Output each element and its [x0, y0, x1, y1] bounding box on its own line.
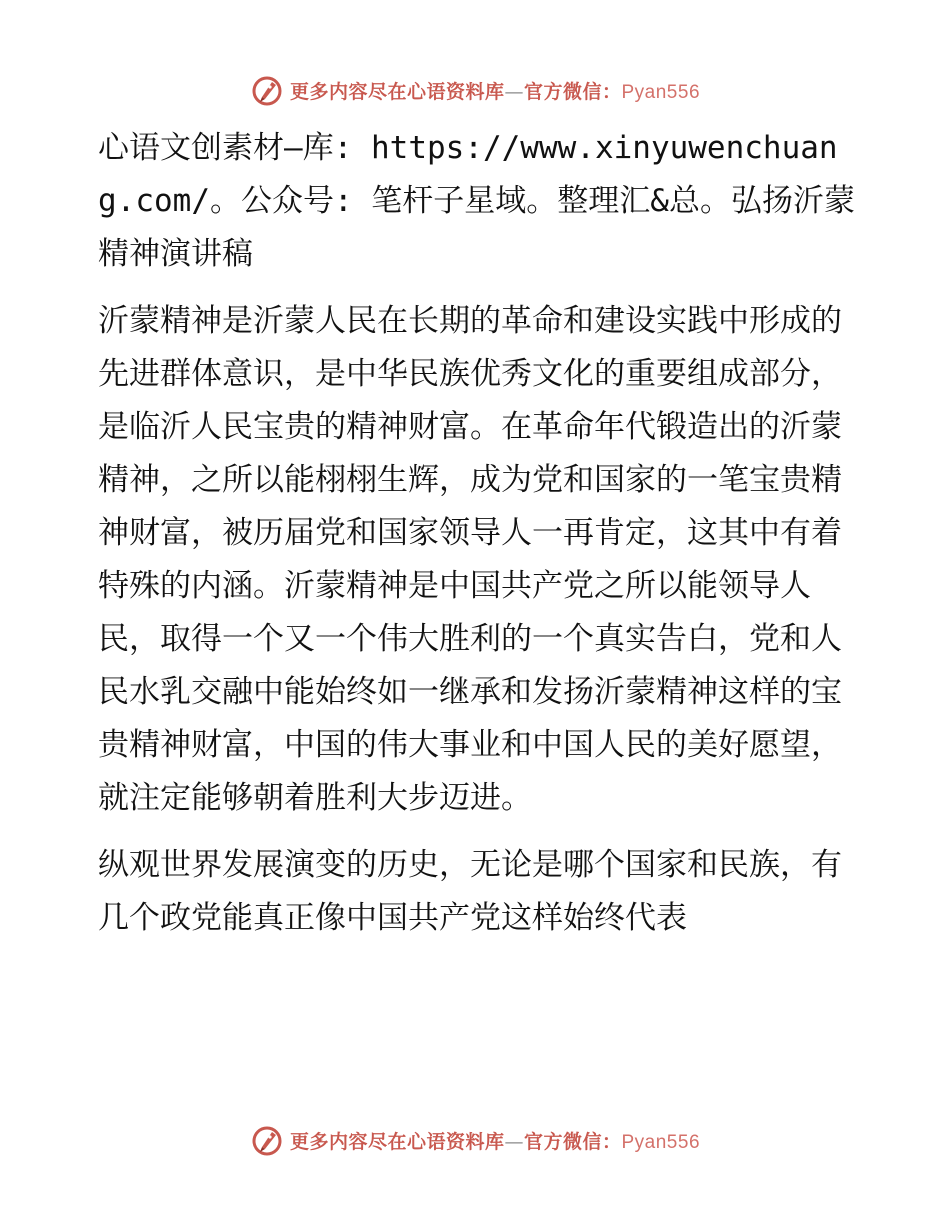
- header-contact-label: 官方微信：: [523, 80, 622, 103]
- paragraph-yimeng-spirit: 沂蒙精神是沂蒙人民在长期的革命和建设实践中形成的先进群体意识，是中华民族优秀文化的重要组成部分，是临沂人民宝贵的精神财富。在革命年代锻造出的沂蒙精神，之所以能栩栩生辉，成为党和国家的一笔宝贵精神财富，被历届党和国家领导人一再肯定，这其中有着特殊的内涵。沂蒙精神是中国共产党之所以能领导人民，取得一个又一个伟大胜利的一个真实告白，党和人民水乳交融中能始终如一继承和发扬沂蒙精神这样的宝贵精神财富，中国的伟大事业和中国人民的美好愿望，就注定能够朝着胜利大步迈进。: [98, 303, 842, 816]
- footer-brand-text: 更多内容尽在心语资料库: [289, 1130, 505, 1153]
- header-brand-text: 更多内容尽在心语资料库: [289, 80, 505, 103]
- header-banner: [0, 70, 950, 110]
- header-separator: —: [504, 80, 524, 103]
- footer-banner: [0, 1120, 950, 1160]
- header-contact-account: Pyan556: [621, 81, 701, 103]
- paragraph-intro: 心语文创素材—库: https://www.xinyuwenchuang.com/。公众号: 笔杆子星域。整理汇&总。弘扬沂蒙精神演讲稿: [98, 130, 855, 272]
- header-banner-inner: [250, 73, 700, 107]
- footer-banner-text: [290, 1127, 700, 1154]
- header-banner-text: [290, 77, 700, 104]
- paragraph-world-history: 纵观世界发展演变的历史，无论是哪个国家和民族，有几个政党能真正像中国共产党这样始终代表: [98, 847, 842, 936]
- footer-separator: —: [504, 1130, 524, 1153]
- document-body: [98, 122, 858, 945]
- footer-contact-account: Pyan556: [621, 1131, 701, 1153]
- pen-logo-icon: [250, 73, 284, 107]
- pen-logo-icon: [250, 1123, 284, 1157]
- footer-contact-label: 官方微信：: [523, 1130, 622, 1153]
- footer-banner-inner: [250, 1123, 700, 1157]
